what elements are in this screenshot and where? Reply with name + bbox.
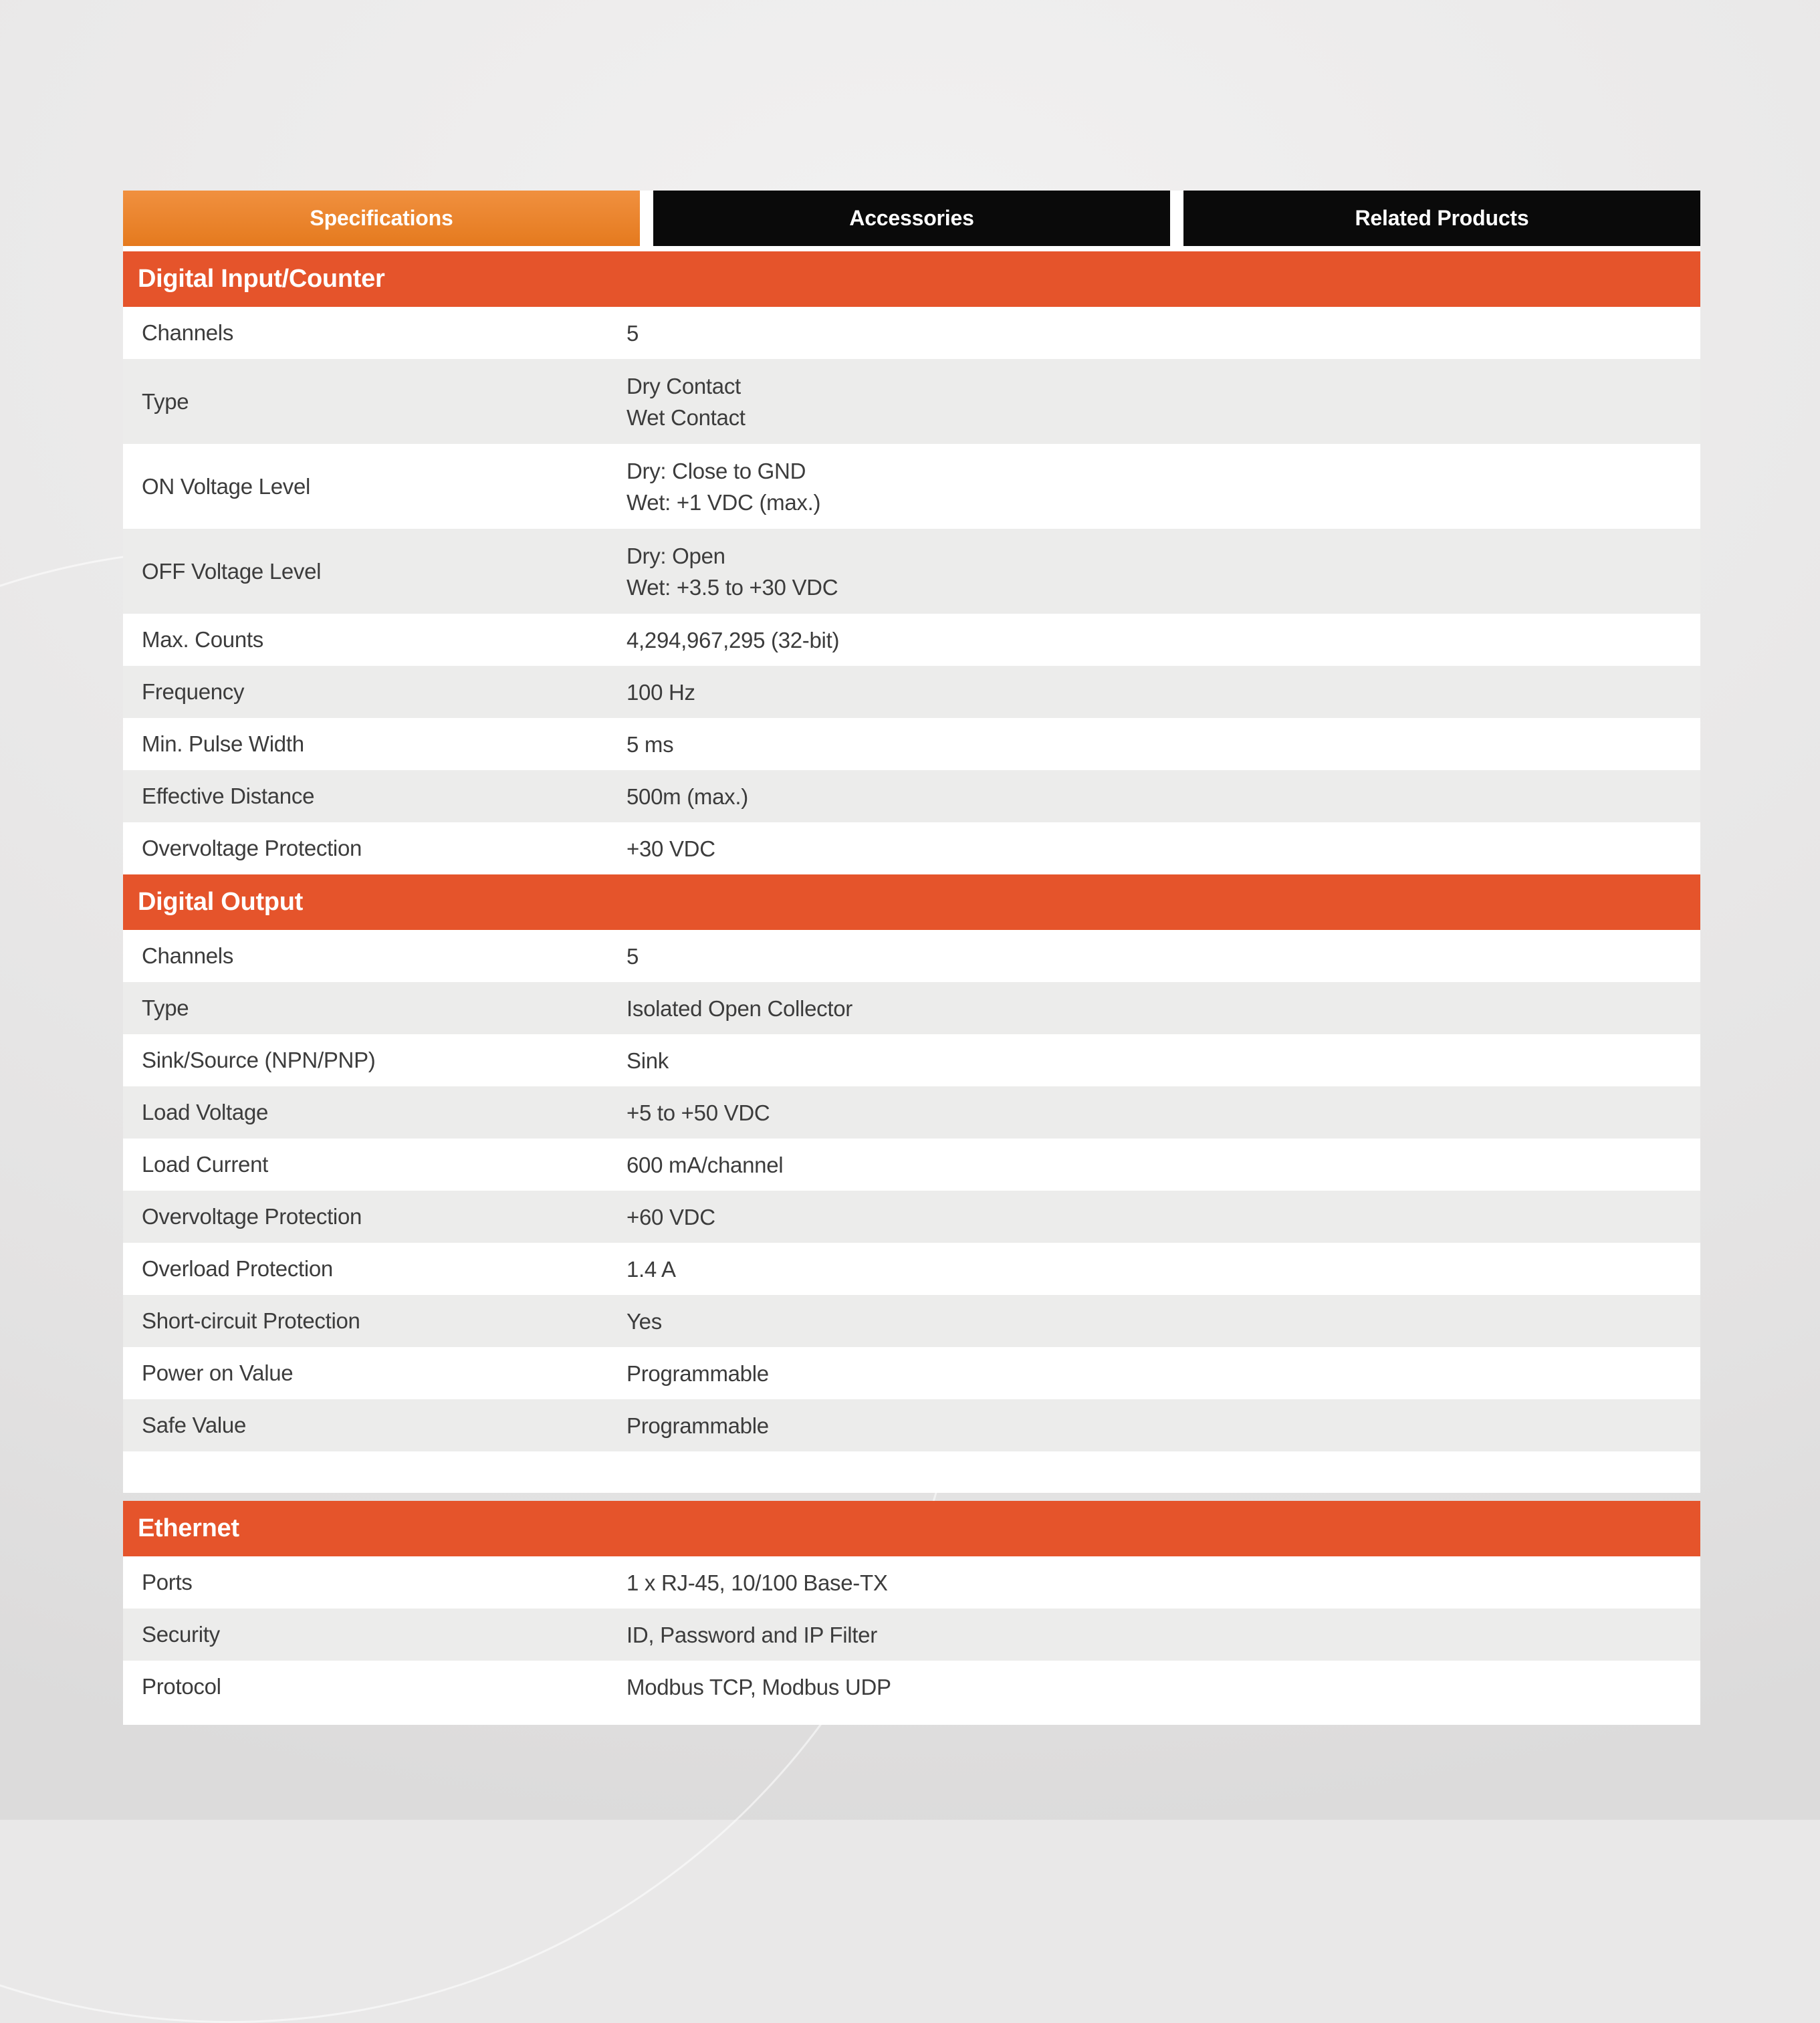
spec-value xyxy=(627,1201,1700,1233)
spec-value xyxy=(627,1306,1700,1337)
spec-value-line: +5 to +50 VDC xyxy=(627,1100,770,1125)
spec-value xyxy=(627,833,1700,864)
spec-label: Type xyxy=(142,388,189,414)
spec-label: Min. Pulse Width xyxy=(142,731,304,756)
spec-value xyxy=(627,781,1700,812)
tab-bar xyxy=(123,191,1700,246)
spec-sections xyxy=(123,251,1700,1451)
spec-value xyxy=(627,624,1700,656)
spec-label: Frequency xyxy=(142,679,245,704)
spec-label: Overvoltage Protection xyxy=(142,836,362,860)
spec-value xyxy=(627,1149,1700,1181)
spec-row xyxy=(123,770,1700,822)
spec-value-line: Programmable xyxy=(627,1360,769,1386)
spec-value xyxy=(627,1254,1700,1285)
spec-value xyxy=(627,1045,1700,1076)
spec-value-line: Dry: Close to GND xyxy=(627,458,806,483)
spec-value-line: +30 VDC xyxy=(627,836,715,861)
spec-label: OFF Voltage Level xyxy=(142,558,322,584)
spec-value xyxy=(627,729,1700,760)
spec-value-line: 500m (max.) xyxy=(627,784,748,809)
spec-row xyxy=(123,822,1700,874)
ethernet-panel xyxy=(123,1501,1700,1725)
spec-value-line: 1 x RJ-45, 10/100 Base-TX xyxy=(627,1570,888,1595)
spec-value-line: +60 VDC xyxy=(627,1204,715,1229)
spec-row xyxy=(123,1347,1700,1399)
spec-value xyxy=(627,941,1700,972)
spec-row xyxy=(123,1034,1700,1086)
spec-row xyxy=(123,718,1700,770)
spec-value-line: Programmable xyxy=(627,1413,769,1438)
tab-accessories[interactable]: Accessories xyxy=(653,191,1170,246)
spec-value-line: Wet: +3.5 to +30 VDC xyxy=(627,574,838,600)
spec-value xyxy=(627,677,1700,708)
spec-value xyxy=(627,370,1700,433)
spec-row xyxy=(123,1191,1700,1243)
spec-label: Overload Protection xyxy=(142,1256,333,1281)
section-header-ethernet: Ethernet xyxy=(123,1501,1700,1556)
spec-row xyxy=(123,307,1700,359)
spec-row xyxy=(123,444,1700,529)
spec-row xyxy=(123,529,1700,614)
tab-related-products[interactable]: Related Products xyxy=(1183,191,1700,246)
spec-label: ON Voltage Level xyxy=(142,473,311,499)
spec-row xyxy=(123,930,1700,982)
spec-row xyxy=(123,666,1700,718)
spec-value xyxy=(627,993,1700,1024)
spec-label: Channels xyxy=(142,320,234,345)
spec-row xyxy=(123,1086,1700,1139)
spec-value xyxy=(627,455,1700,518)
spec-value xyxy=(627,1567,1700,1598)
spec-row xyxy=(123,359,1700,444)
spec-value-line: Modbus TCP, Modbus UDP xyxy=(627,1674,891,1699)
spec-label: Security xyxy=(142,1622,220,1647)
spec-value xyxy=(627,540,1700,603)
spec-label: Protocol xyxy=(142,1674,221,1699)
spec-label: Ports xyxy=(142,1570,193,1594)
content-area xyxy=(123,191,1700,1725)
spec-value-line: Wet: +1 VDC (max.) xyxy=(627,489,821,515)
section-header-digital-input-counter: Digital Input/Counter xyxy=(123,251,1700,307)
ethernet-sections xyxy=(123,1501,1700,1713)
spec-value xyxy=(627,1097,1700,1128)
spec-value xyxy=(627,1619,1700,1651)
spec-label: Load Current xyxy=(142,1152,269,1177)
spec-label: Overvoltage Protection xyxy=(142,1204,362,1229)
spec-value-line: 1.4 A xyxy=(627,1256,676,1282)
spec-value-line: 100 Hz xyxy=(627,679,695,705)
spec-label: Type xyxy=(142,995,189,1020)
spec-label: Channels xyxy=(142,943,234,968)
spec-row xyxy=(123,1295,1700,1347)
spec-label: Load Voltage xyxy=(142,1100,269,1124)
spec-value-line: 600 mA/channel xyxy=(627,1152,784,1177)
spec-row xyxy=(123,1609,1700,1661)
spec-value-line: Dry Contact xyxy=(627,373,741,398)
spec-label: Max. Counts xyxy=(142,627,263,652)
spec-row xyxy=(123,982,1700,1034)
spec-value-line: ID, Password and IP Filter xyxy=(627,1622,877,1647)
section-header-digital-output: Digital Output xyxy=(123,874,1700,930)
spec-row xyxy=(123,1139,1700,1191)
spec-value-line: Yes xyxy=(627,1308,662,1334)
spec-row xyxy=(123,1243,1700,1295)
tab-specifications[interactable]: Specifications xyxy=(123,191,640,246)
spec-value xyxy=(627,318,1700,349)
spec-row xyxy=(123,1399,1700,1451)
spec-row xyxy=(123,614,1700,666)
spec-value-line: 5 xyxy=(627,320,639,346)
spec-label: Effective Distance xyxy=(142,784,315,808)
spec-value-line: Sink xyxy=(627,1048,669,1073)
spec-value-line: Dry: Open xyxy=(627,543,725,568)
spec-value xyxy=(627,1671,1700,1703)
spec-value-line: Isolated Open Collector xyxy=(627,995,852,1021)
spec-row xyxy=(123,1661,1700,1713)
specifications-panel xyxy=(123,191,1700,1493)
spec-value-line: 4,294,967,295 (32-bit) xyxy=(627,627,840,652)
spec-label: Short-circuit Protection xyxy=(142,1308,360,1333)
spec-label: Safe Value xyxy=(142,1413,247,1437)
spec-label: Sink/Source (NPN/PNP) xyxy=(142,1048,376,1072)
spec-value xyxy=(627,1410,1700,1441)
spec-value xyxy=(627,1358,1700,1389)
spec-value-line: Wet Contact xyxy=(627,404,746,430)
spec-label: Power on Value xyxy=(142,1360,294,1385)
spec-row xyxy=(123,1556,1700,1609)
spec-value-line: 5 xyxy=(627,943,639,969)
spec-value-line: 5 ms xyxy=(627,731,674,757)
